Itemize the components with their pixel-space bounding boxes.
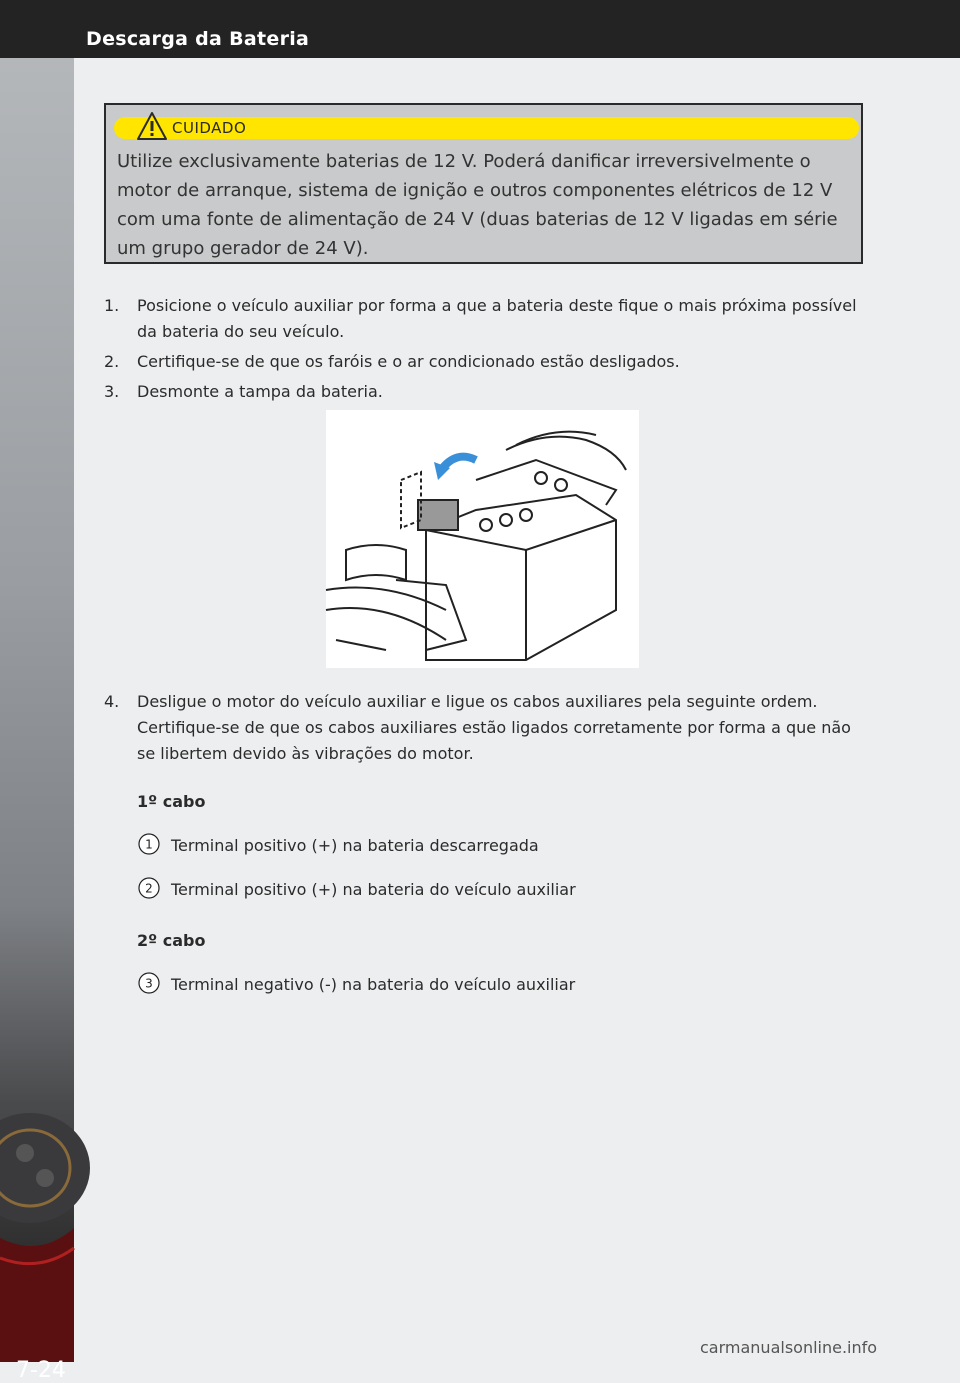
list-item: [104, 349, 864, 375]
page-number: 7-24: [16, 1358, 66, 1383]
cable-1-heading: 1º cabo: [137, 792, 206, 811]
svg-text:3: 3: [145, 976, 153, 991]
section-title: Descarga da Bateria: [86, 28, 310, 50]
list-item: [104, 689, 864, 767]
steps-list-1-3: [104, 293, 864, 405]
svg-text:2: 2: [145, 881, 153, 896]
battery-line-drawing: [326, 410, 639, 668]
step-number: 2.: [104, 352, 120, 371]
steps-list-4: [104, 689, 864, 767]
step-text: Desmonte a tampa da bateria.: [137, 382, 383, 401]
caution-box: [104, 103, 863, 264]
headlight-decoration: [0, 1058, 74, 1362]
terminal-text: Terminal positivo (+) na bateria descarregada: [171, 836, 539, 855]
step-text: Desligue o motor do veículo auxiliar e ligue os cabos auxiliares pela seguinte ordem. Certifique-se de que os cabos auxiliares estão ligados corretamente por forma a que não se libertem devido às vibrações do motor.: [137, 692, 851, 763]
caution-label: CUIDADO: [172, 119, 247, 137]
list-item: [104, 379, 864, 405]
page-header: [0, 0, 960, 58]
list-item: [104, 293, 864, 345]
step-text: Posicione o veículo auxiliar por forma a que a bateria deste fique o mais próxima possível da bateria do seu veículo.: [137, 296, 857, 341]
terminal-text: Terminal negativo (-) na bateria do veículo auxiliar: [171, 975, 576, 994]
watermark: carmanualsonline.info: [700, 1338, 878, 1357]
terminal-text: Terminal positivo (+) na bateria do veículo auxiliar: [171, 880, 576, 899]
side-strip: [0, 58, 74, 1383]
warning-triangle-icon: [136, 111, 168, 141]
step-text: Certifique-se de que os faróis e o ar condicionado estão desligados.: [137, 352, 680, 371]
caution-header-bar: [114, 117, 859, 139]
circled-number-icon: [137, 971, 161, 995]
step-number: 1.: [104, 296, 120, 315]
step-number: 3.: [104, 382, 120, 401]
circled-number-icon: [137, 832, 161, 856]
caution-text: Utilize exclusivamente baterias de 12 V. Poderá danificar irreversivelmente o motor de arranque, sistema de ignição e outros componentes elétricos de 12 V com uma fonte de alimentação de 24 V (duas baterias de 12 V ligadas em série um grupo gerador de 24 V).: [117, 151, 838, 259]
svg-text:1: 1: [145, 837, 153, 852]
battery-cover-illustration: [326, 410, 639, 668]
step-number: 4.: [104, 692, 120, 711]
cable-2-heading: 2º cabo: [137, 931, 206, 950]
circled-number-icon: [137, 876, 161, 900]
